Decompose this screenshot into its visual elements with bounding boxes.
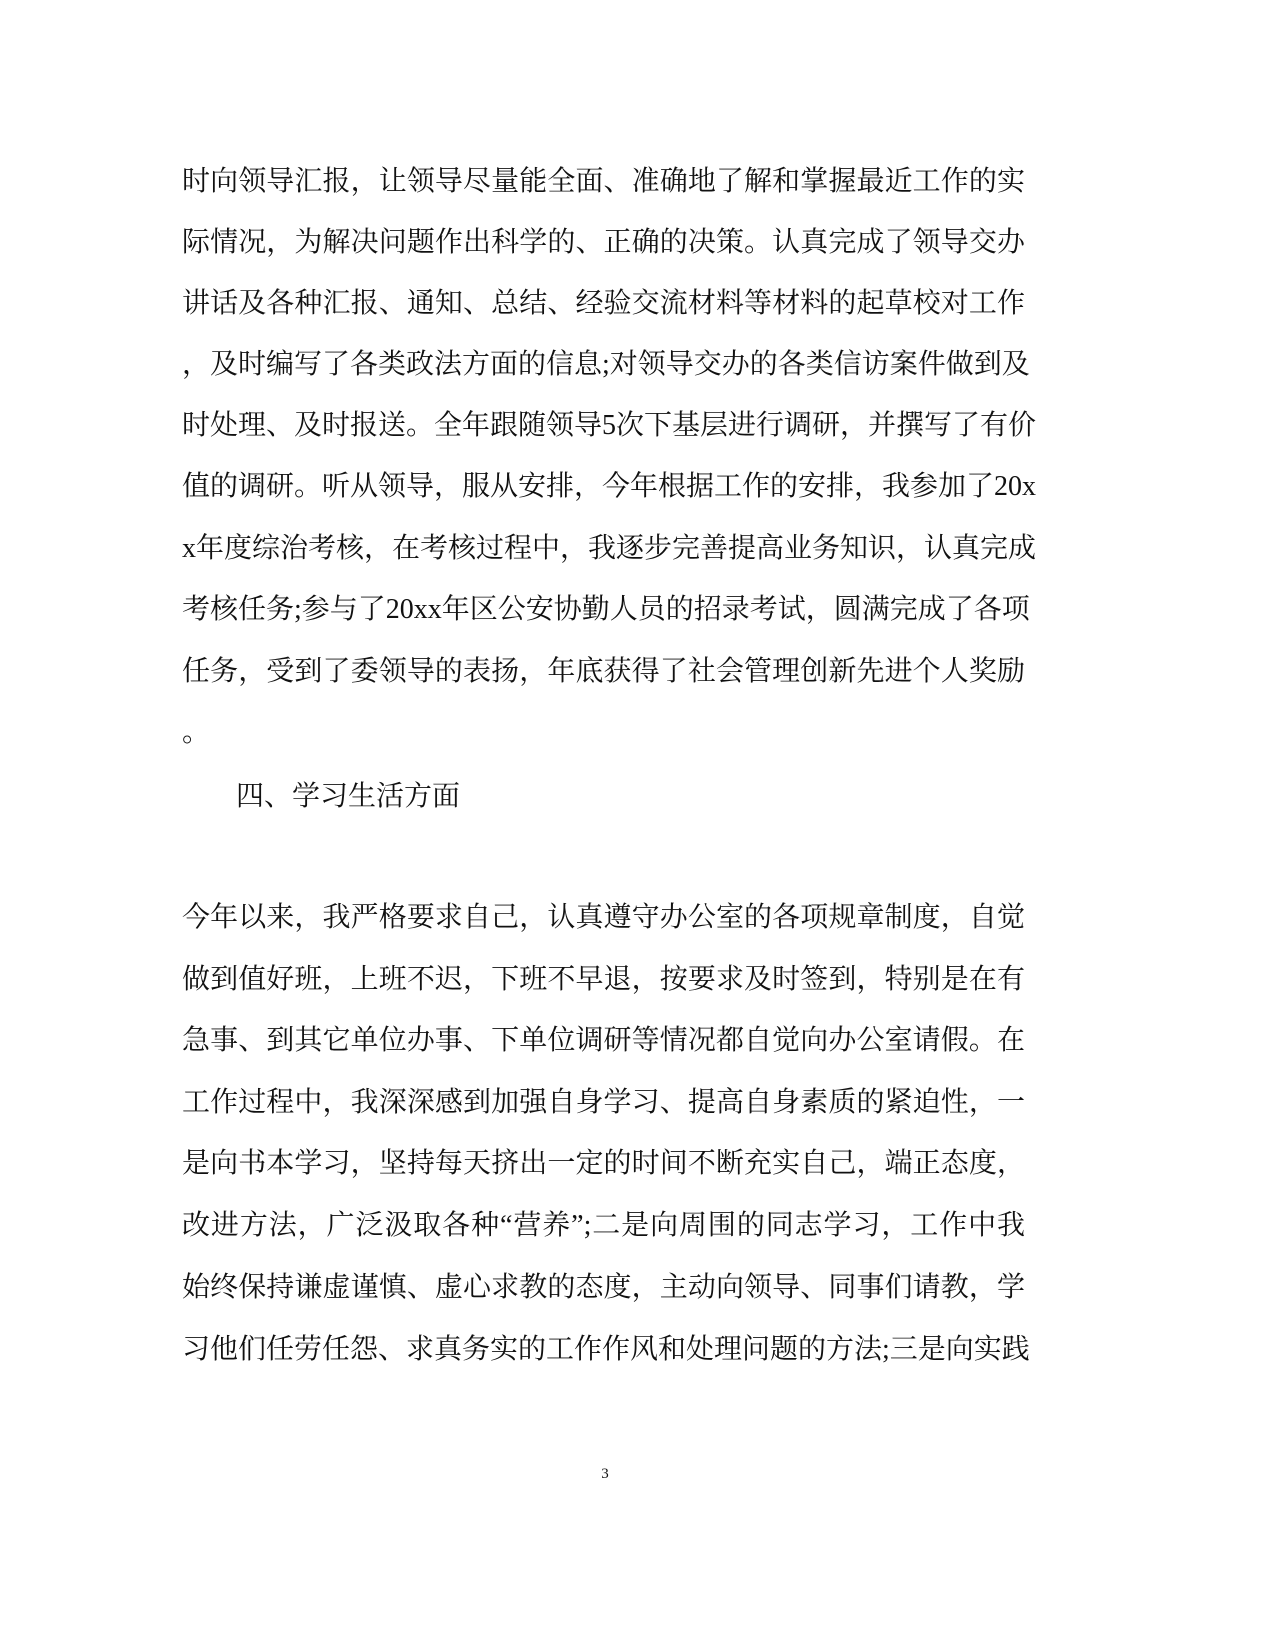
paragraph-line: 考核任务;参与了20xx年区公安协勤人员的招录考试，圆满完成了各项: [182, 594, 1030, 625]
paragraph-line: 工作过程中，我深深感到加强自身学习、提高自身素质的紧迫性，一: [182, 1087, 1025, 1118]
paragraph-line: 今年以来，我严格要求自己，认真遵守办公室的各项规章制度，自觉: [182, 902, 1025, 933]
paragraph-line: 任务，受到了委领导的表扬，年底获得了社会管理创新先进个人奖励: [182, 656, 1025, 687]
paragraph-line: ，及时编写了各类政法方面的信息;对领导交办的各类信访案件做到及: [182, 349, 1030, 380]
paragraph-line: 是向书本学习，坚持每天挤出一定的时间不断充实自己，端正态度，: [182, 1148, 1025, 1179]
paragraph-line: 时处理、及时报送。全年跟随领导5次下基层进行调研，并撰写了有价: [182, 410, 1037, 441]
paragraph-line: x年度综治考核，在考核过程中，我逐步完善提高业务知识，认真完成: [182, 533, 1037, 564]
paragraph-line: 做到值好班，上班不迟，下班不早退，按要求及时签到，特别是在有: [182, 964, 1025, 995]
paragraph-line: 时向领导汇报，让领导尽量能全面、准确地了解和掌握最近工作的实: [182, 166, 1025, 197]
section-heading: 四、学习生活方面: [236, 781, 461, 812]
paragraph-line: 急事、到其它单位办事、下单位调研等情况都自觉向办公室请假。在: [182, 1025, 1025, 1056]
paragraph-line: 始终保持谦虚谨慎、虚心求教的态度，主动向领导、同事们请教，学: [182, 1272, 1025, 1303]
page-number: 3: [601, 1466, 609, 1482]
paragraph-line: 习他们任劳任怨、求真务实的工作作风和处理问题的方法;三是向实践: [182, 1334, 1030, 1365]
paragraph-line: 值的调研。听从领导，服从安排，今年根据工作的安排，我参加了20x: [182, 471, 1037, 502]
paragraph-line: 际情况，为解决问题作出科学的、正确的决策。认真完成了领导交办: [182, 227, 1025, 258]
paragraph-line: 。: [182, 717, 211, 748]
paragraph-line: 讲话及各种汇报、通知、总结、经验交流材料等材料的起草校对工作: [182, 288, 1025, 319]
paragraph-line: 改进方法，广泛汲取各种“营养”;二是向周围的同志学习，工作中我: [182, 1210, 1025, 1241]
